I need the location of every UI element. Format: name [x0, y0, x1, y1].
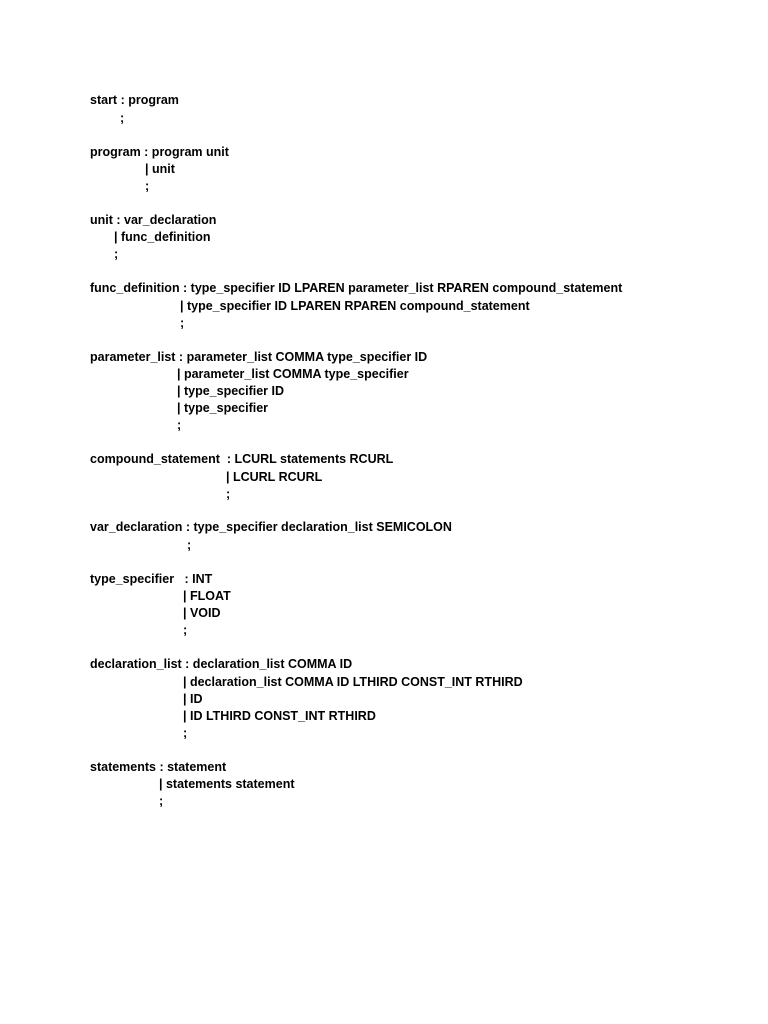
rule-declaration-list-terminator: ; [183, 726, 188, 740]
rule-func-definition-terminator: ; [180, 316, 185, 330]
rule-compound-statement-head: compound_statement : LCURL statements RCURL [90, 452, 394, 466]
rule-type-specifier-terminator: ; [183, 623, 188, 637]
rule-type-specifier-alt-1: | FLOAT [183, 589, 231, 603]
rule-unit-alt-1: | func_definition [114, 230, 211, 244]
rule-parameter-list-terminator: ; [177, 418, 182, 432]
rule-func-definition-alt-1: | type_specifier ID LPAREN RPAREN compound_statement [180, 299, 530, 313]
rule-func-definition-head: func_definition : type_specifier ID LPAREN parameter_list RPAREN compound_statement [90, 281, 623, 295]
rule-compound-statement-alt-1: | LCURL RCURL [226, 470, 323, 484]
rule-program-terminator: ; [145, 179, 150, 193]
rule-declaration-list-alt-3: | ID LTHIRD CONST_INT RTHIRD [183, 709, 376, 723]
rule-start-terminator: ; [120, 111, 125, 125]
rule-declaration-list-alt-2: | ID [183, 692, 203, 706]
rule-declaration-list-head: declaration_list : declaration_list COMMA ID [90, 657, 353, 671]
rule-type-specifier-head: type_specifier : INT [90, 572, 213, 586]
rule-parameter-list-alt-1: | parameter_list COMMA type_specifier [177, 367, 409, 381]
rule-unit-head: unit : var_declaration [90, 213, 217, 227]
rule-type-specifier-alt-2: | VOID [183, 606, 221, 620]
rule-program-head: program : program unit [90, 145, 229, 159]
rule-parameter-list-alt-3: | type_specifier [177, 401, 269, 415]
rule-statements-terminator: ; [159, 794, 164, 808]
rule-unit-terminator: ; [114, 247, 119, 261]
rule-parameter-list-head: parameter_list : parameter_list COMMA type_specifier ID [90, 350, 428, 364]
rule-compound-statement-terminator: ; [226, 487, 231, 501]
rule-var-declaration-terminator: ; [187, 538, 192, 552]
rule-parameter-list-alt-2: | type_specifier ID [177, 384, 285, 398]
rule-statements-head: statements : statement [90, 760, 227, 774]
rule-var-declaration-head: var_declaration : type_specifier declaration_list SEMICOLON [90, 520, 452, 534]
rule-program-alt-1: | unit [145, 162, 175, 176]
rule-declaration-list-alt-1: | declaration_list COMMA ID LTHIRD CONST_INT RTHIRD [183, 675, 523, 689]
rule-start-head: start : program [90, 93, 179, 107]
rule-statements-alt-1: | statements statement [159, 777, 295, 791]
